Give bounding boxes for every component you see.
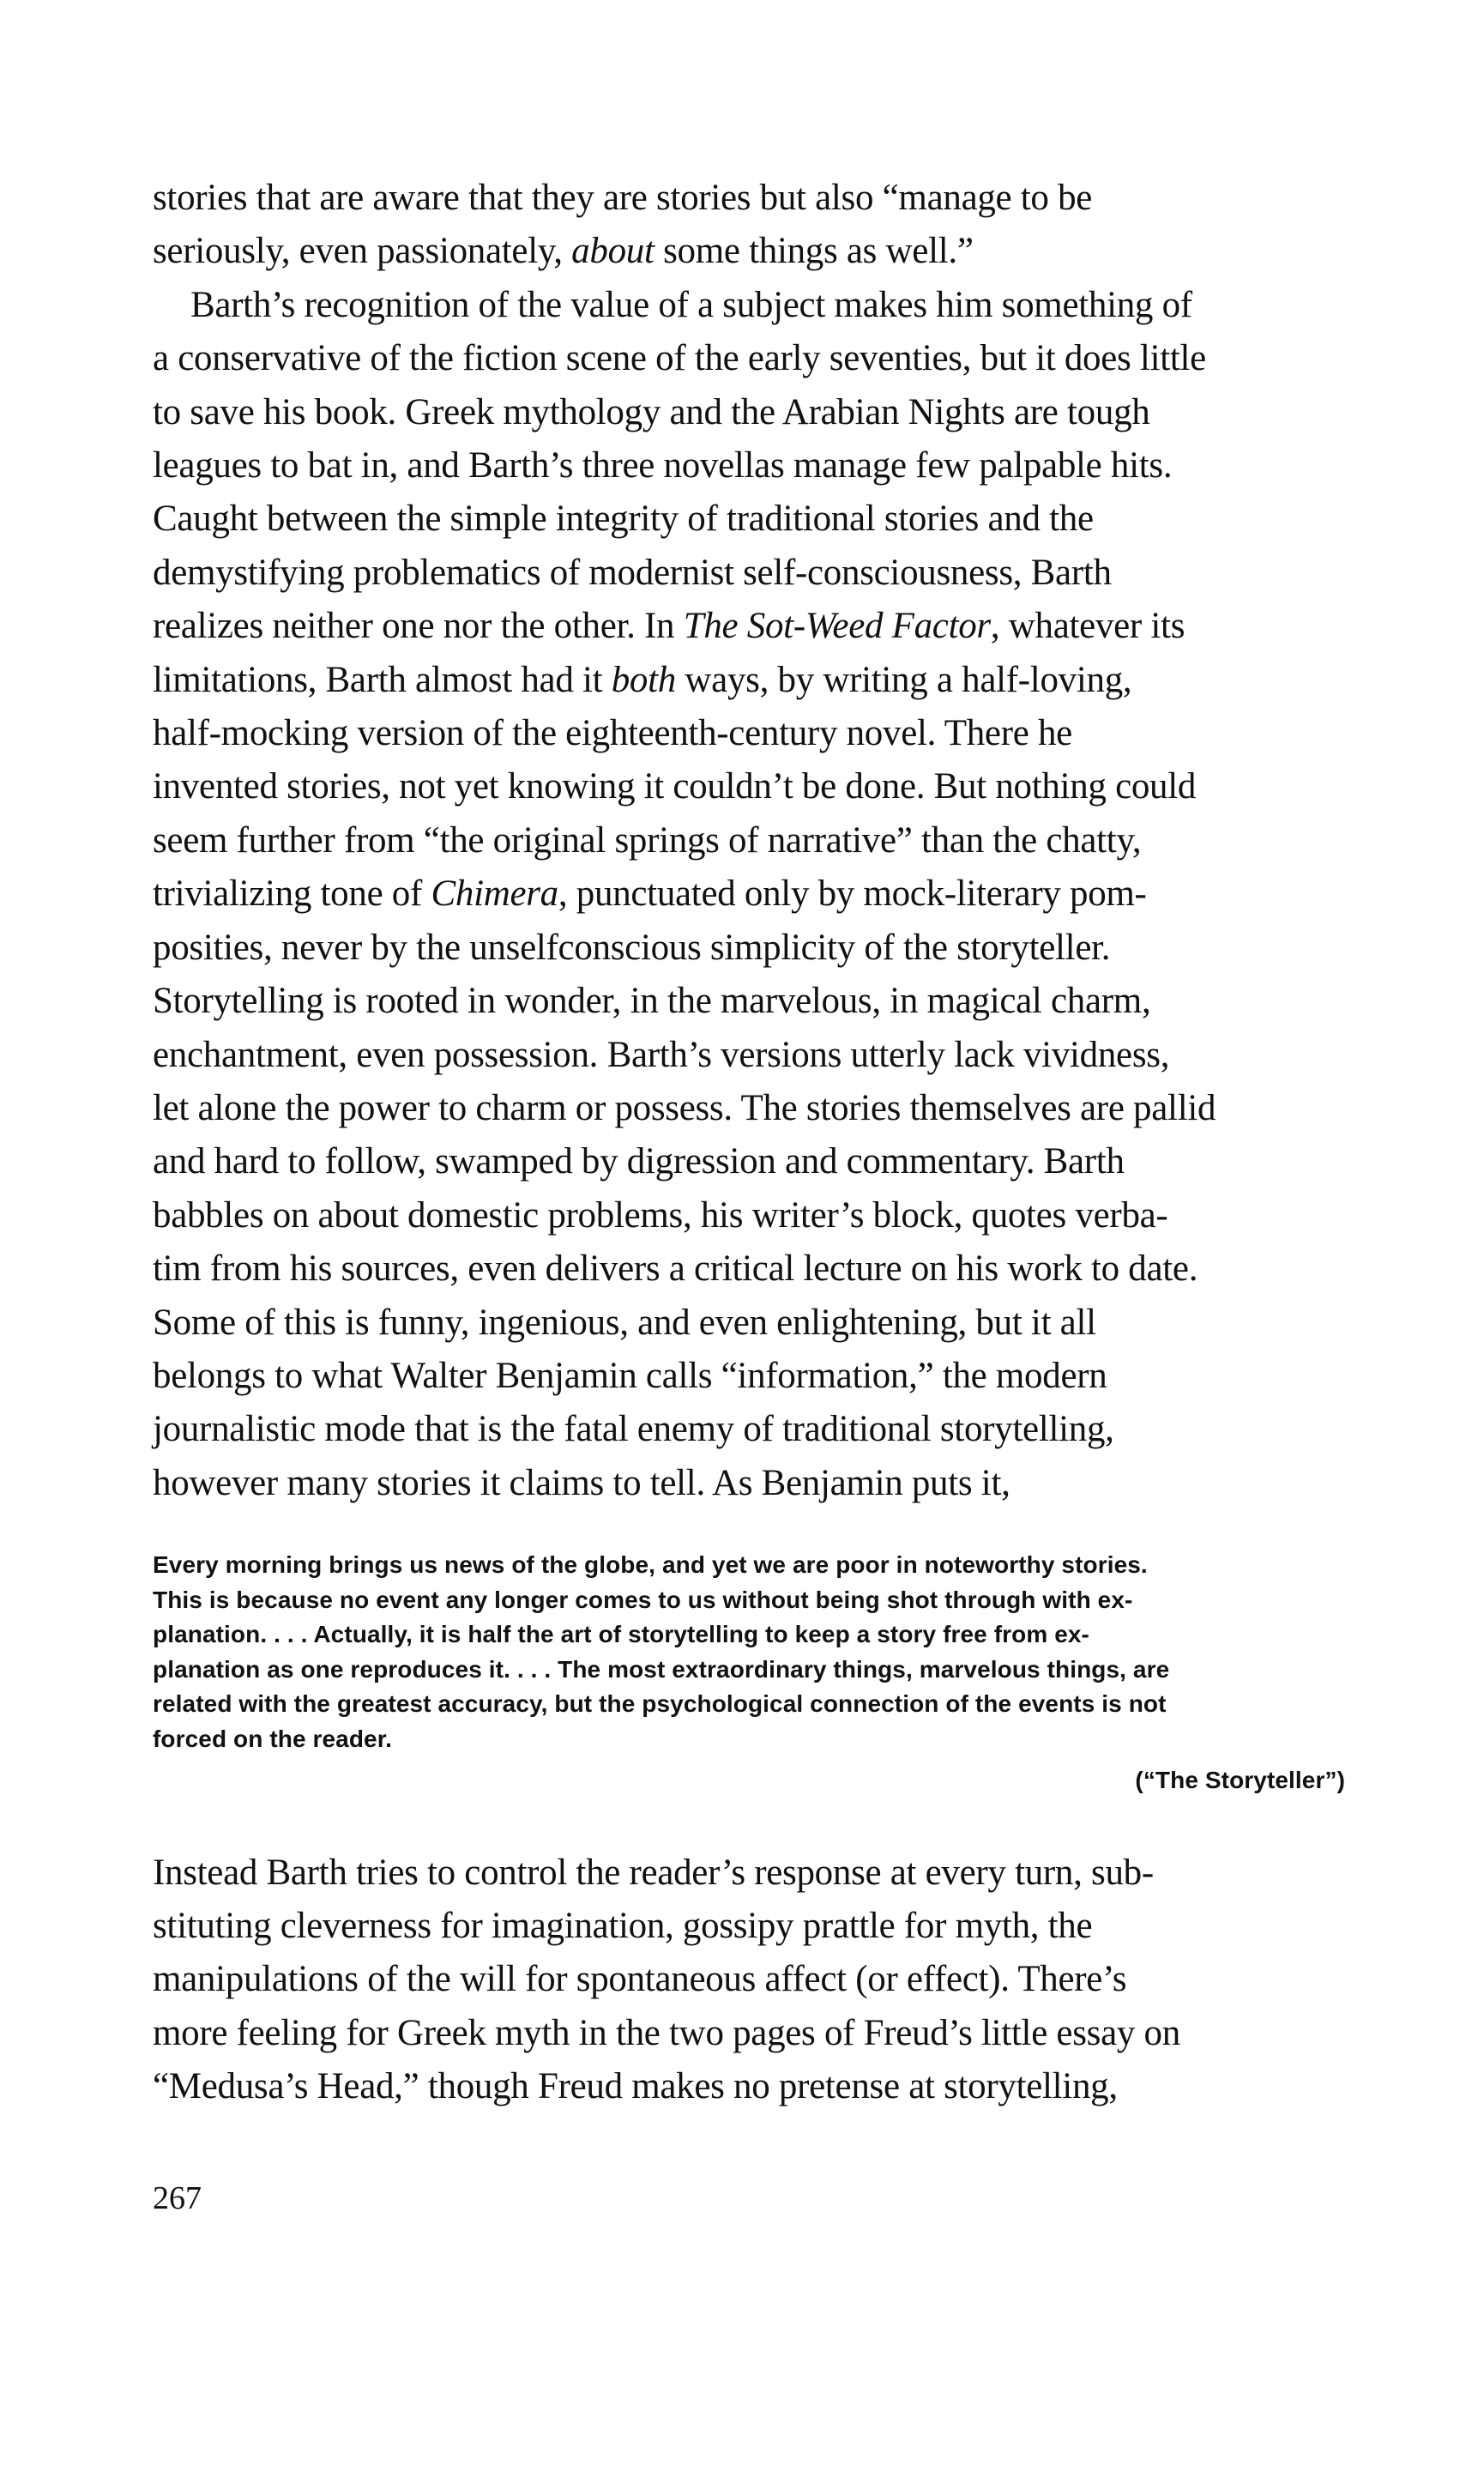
page-number: 267 (153, 2180, 202, 2216)
text-line: demystifying problematics of modernist self-consciousness, Barth (153, 552, 1112, 593)
text-line: posities, never by the unselfconscious simplicity of the storyteller. (153, 927, 1111, 968)
italic-text: The Sot-Weed Factor (683, 606, 991, 647)
text-line: Caught between the simple integrity of traditional stories and the (153, 499, 1094, 540)
quote-line: planation as one reproduces it. . . . The most extraordinary things, marvelous things, are (153, 1655, 1170, 1683)
page-body (153, 172, 1345, 2114)
text-line: more feeling for Greek myth in the two pages of Freud’s little essay on (153, 2012, 1180, 2053)
text-line: however many stories it claims to tell. As Benjamin puts it, (153, 1462, 1010, 1503)
text-line: Some of this is funny, ingenious, and even enlightening, but it all (153, 1302, 1096, 1343)
text-line: a conservative of the fiction scene of the early seventies, but it does little (153, 338, 1206, 379)
text-line: manipulations of the will for spontaneous affect (or effect). There’s (153, 1959, 1127, 2000)
text-line: leagues to bat in, and Barth’s three novellas manage few palpable hits. (153, 445, 1173, 487)
text-line: seriously, even passionately, about some things as well.” (153, 231, 974, 272)
text-line: half-mocking version of the eighteenth-century novel. There he (153, 713, 1072, 754)
quote-line: Every morning brings us news of the globe, and yet we are poor in noteworthy stories. (153, 1551, 1148, 1579)
text-line: babbles on about domestic problems, his writer’s block, quotes verba- (153, 1194, 1168, 1236)
text-line: Instead Barth tries to control the reader’s response at every turn, sub- (153, 1852, 1154, 1893)
text-line: limitations, Barth almost had it both ways, by writing a half-loving, (153, 659, 1132, 700)
paragraph-2 (153, 279, 1345, 1510)
text-line: tim from his sources, even delivers a critical lecture on his work to date. (153, 1248, 1198, 1290)
text-line: stituting cleverness for imagination, gossipy prattle for myth, the (153, 1906, 1093, 1947)
quote-line: related with the greatest accuracy, but the psychological connection of the events is not (153, 1690, 1167, 1718)
text-line: belongs to what Walter Benjamin calls “information,” the modern (153, 1355, 1107, 1396)
italic-text: both (611, 659, 676, 700)
block-quote-source: (“The Storyteller”) (1135, 1767, 1345, 1794)
quote-line: This is because no event any longer comes to us without being shot through with ex- (153, 1586, 1133, 1613)
text-line: Barth’s recognition of the value of a subject makes him something of (190, 284, 1192, 325)
text-line: “Medusa’s Head,” though Freud makes no pretense at storytelling, (153, 2066, 1118, 2107)
italic-text: Chimera (431, 873, 558, 915)
text-line: enchantment, even possession. Barth’s versions utterly lack vividness, (153, 1034, 1170, 1075)
text-line: journalistic mode that is the fatal enemy of traditional storytelling, (153, 1409, 1114, 1450)
italic-text: about (571, 231, 655, 272)
paragraph-1 (153, 172, 1345, 279)
block-quote (153, 1548, 1345, 1798)
text-line: to save his book. Greek mythology and the Arabian Nights are tough (153, 391, 1150, 432)
block-quote-text (153, 1548, 1345, 1756)
text-line: let alone the power to charm or possess. The stories themselves are pallid (153, 1087, 1216, 1128)
text-line: realizes neither one nor the other. In The Sot-Weed Factor, whatever its (153, 606, 1185, 647)
text-line: and hard to follow, swamped by digression and commentary. Barth (153, 1141, 1125, 1182)
quote-line: planation. . . . Actually, it is half the art of storytelling to keep a story free from ex- (153, 1621, 1089, 1648)
text-line: trivializing tone of Chimera, punctuated only by mock-literary pom- (153, 873, 1147, 915)
text-line: seem further from “the original springs of narrative” than the chatty, (153, 819, 1142, 861)
text-line: stories that are aware that they are stories but also “manage to be (153, 178, 1093, 218)
text-line: Storytelling is rooted in wonder, in the marvelous, in magical charm, (153, 981, 1151, 1022)
quote-line: forced on the reader. (153, 1725, 393, 1752)
paragraph-3 (153, 1846, 1345, 2114)
text-line: invented stories, not yet knowing it couldn’t be done. But nothing could (153, 766, 1197, 807)
